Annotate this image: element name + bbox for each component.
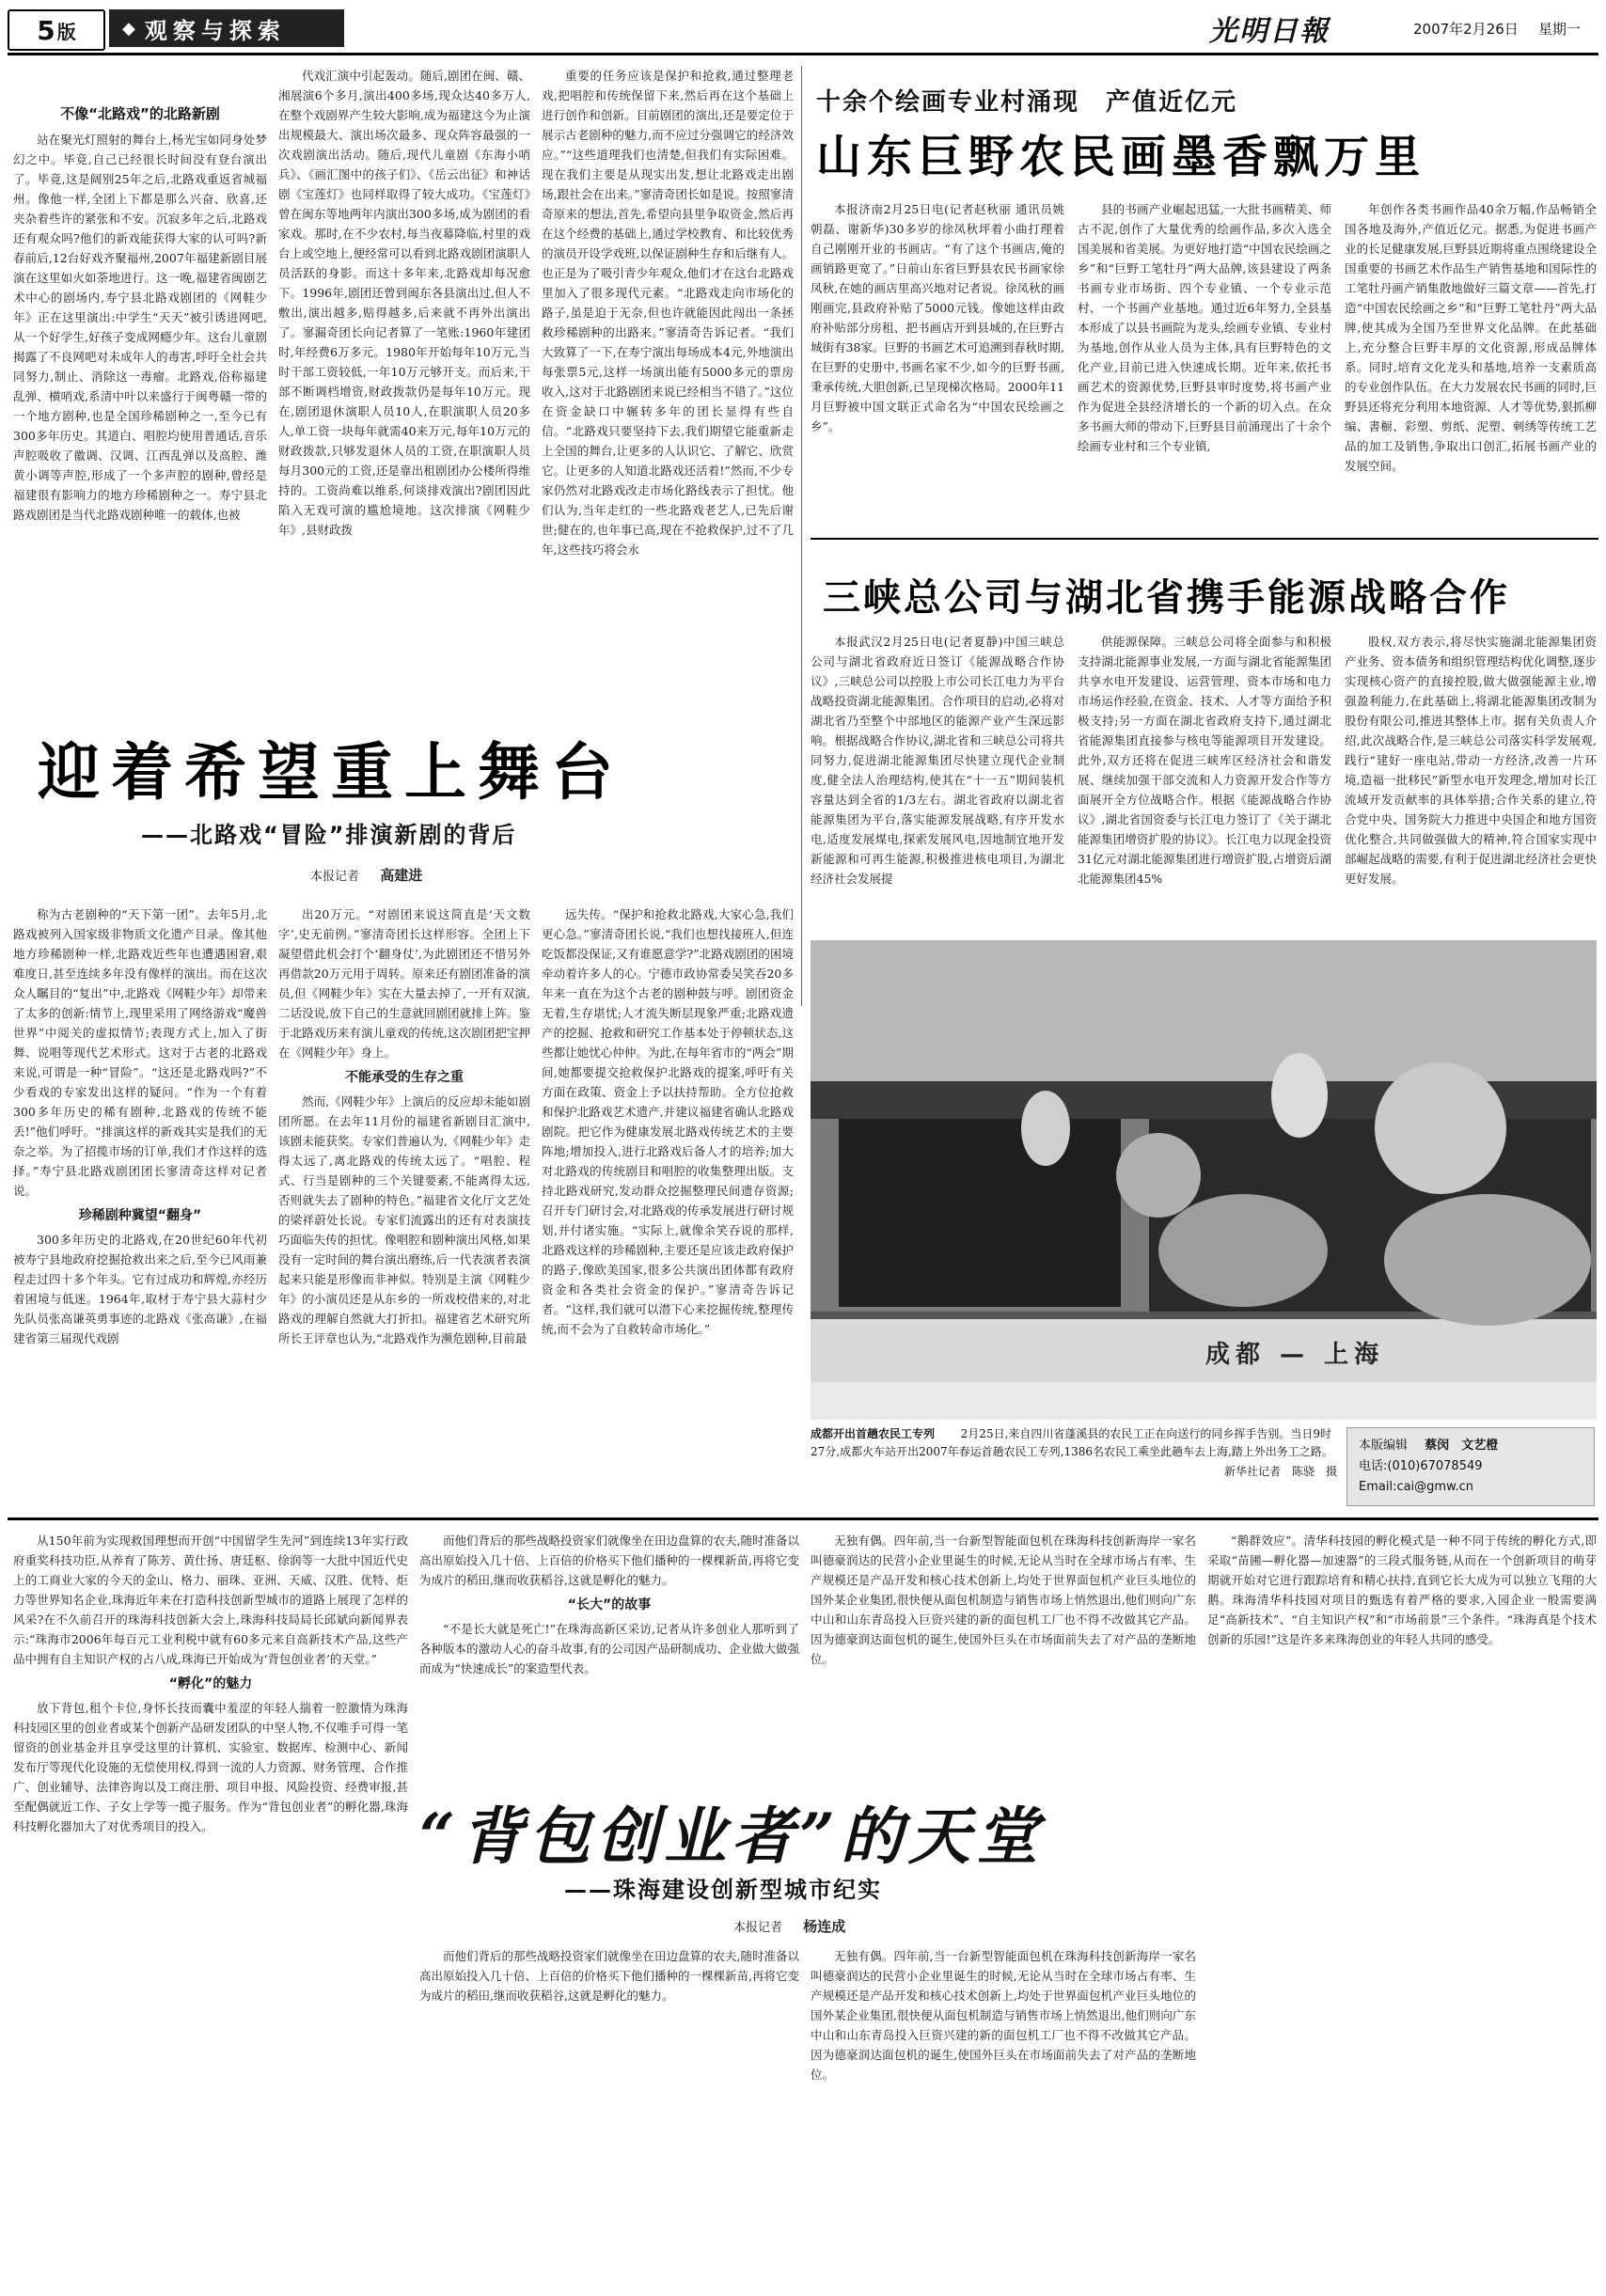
feature2-headline: “背包创业者”的天堂 (419, 1800, 1044, 1873)
beiluxi-top-col-2: 代戏汇演中引起轰动。随后,剧团在闽、赣、湘展演6个多月,演出400多场,现众达40多万人,在整个戏剧界产生较大影响,成为福建这今为止演出规模最大、演出场次最多、现众阵容最强的一次戏剧演出活动。随后,现代儿童剧《东海小哨兵》、《画汇图中的孩子们》、《岳云出征》和神话剧《宝莲灯》也同样取得了较大成功。《宝莲灯》曾在闽东等地两年内演出300多场,成为剧团的看家戏。那时,在不少农村,每当夜幕降临,村里的戏台上或空地上,便经常可以看到北路戏剧团演职人员活跃的身影。而这十多年来,北路戏却每况愈下。1996年,剧团还曾到闽东各县演出过,但人不敷出,演出越多,赔得越多,后来就不再外出演出了。寥漏奇团长向记者算了一笔账:1960年建团时,年经费6万多元。1980年开始每年10万元,当时干部工资较低,一年10万元够开支。而后来,干部不断调档增资,财政拨款仍是每年10万元。现在,剧团退休演职人员10人,在职演职人员20多人,单工资一块每年就需40来万元,每年10万元的财政拨款,只够发退休人员的工资,在职演职人员每月300元的工资,还是靠出租剧团办公楼所得维持的。工资尚难以维系,何谈排戏演出?剧团因此陷入无戏可演的尴尬境地。这次排演《网鞋少年》,县财政拨 (278, 69, 530, 537)
feature1-headline: 迎着希望重上舞台 (38, 735, 624, 809)
issue-date: 2007年2月26日 (1413, 21, 1519, 38)
photo-caption (811, 1425, 1337, 1481)
feature1-col-3: 远失传。“保护和抢救北路戏,大家心急,我们更心急。”寥清奇团长说,“我们也想找接班人,但连吃饭都没保证,又有谁愿意学?”北路戏剧团的困境牵动着许多人的心。宁德市政协常委吴笑吞20多年来一直在为这个古老的剧种鼓与呼。剧团资金无着,生存堪忧;人才流失断层现象严重;北路戏遗产的挖掘、抢救和研究工作基本处于停顿状态,这些都让她忧心仲仲。为此,在每年省市的“两会”期间,她都要提交抢救保护北路戏的提案,呼吁有关方面在政策、资金上予以扶持帮助。全方位抢救和保护北路戏艺术遗产,并建议福建省确认北路戏剧院。把它作为健康发展北路戏传统艺术的主要阵地;增加投入,进行北路戏后备人才的培养;加大对北路戏的传统剧目和唱腔的收集整理出版。支持北路戏研究,发动群众挖掘整理民间遗存资源;召开专门研讨会,对北路戏的传承发展进行研讨规划,并付诸实施。“实际上,就像余笑吞说的那样,北路戏这样的珍稀剧种,主要还是应该走政府保护的路子,像欧美国家,很多公共演出团体都有政府资金和各类社会资金的保护。”寥清奇告诉记者。“这样,我们就可以潜下心来挖掘传统,整理传统,而不会为了自救转命市场化。” (542, 907, 794, 1336)
feature2-col-1b-text: 放下背包,租个卡位,身怀长技而囊中羞涩的年轻人揣着一腔激情为珠海科技园区里的创业者或某个创新产品研发团队的中坚人物,不仅唯手可得一笔留资的创业基金并且享受这里的计算机、实验室、数据库、检测中心、新闻发布厅等现代化设施的无偿使用权,得到一流的人力资源、财务管理、合作推广、创业辅导、法律咨询以及工商注册、项目申报、风险投资、经费审报,甚至配偶就近工作、子女上学等一揽子服务。作为“背包创业者”的孵化器,珠海科技孵化器加大了对优秀项目的投入。 (13, 1701, 408, 1833)
editor-box (1346, 1427, 1595, 1506)
page-suffix: 版 (56, 20, 76, 43)
section-title: 观察与探索 (144, 17, 286, 44)
shandong-col-1: 本报济南2月25日电(记者赵秋丽 通讯员姚朝磊、谢新华)30多岁的徐凤秋坪着小曲打理着自己刚刚开业的书画店。“有了这个书画店,俺的画销路更宽了。”日前山东省巨野县农民书画家徐凤秋,在她的画店里高兴地对记者说。徐凤秋的画刚画完,县政府补贴了5000元钱。像她这样由政府补贴部分房租、把书画店开到县城的,在巨野古城街有38家。巨野的书画艺术可追溯到春秋时期,在巨野的史册中,书画名家不少,如今的巨野书画,秉承传统,大胆创新,已呈现梯次格局。2000年11月巨野被中国文联正式命名为“中国农民绘画之乡”。 (811, 202, 1064, 433)
paper-name: 光明日報 (1209, 15, 1330, 48)
feature1-col-1-text: 称为古老剧种的“天下第一团”。去年5月,北路戏被列入国家级非物质文化遗产目录。像其他地方珍稀剧种一样,北路戏近些年也遭遇困窘,艰难度日,甚至连续多年没有像样的演出。而在这次众人瞩目的“复出”中,北路戏《网鞋少年》却带来了太多的创新:情节上,现里采用了网络游戏“魔兽世界”中阅关的虚拟情节;表现方式上,加入了街舞、说唱等现代艺术形式。这对于古老的北路戏来说,可谓是一种“冒险”。“这还是北路戏吗?”不少看戏的专家发出这样的疑问。“作为一个有着300多年历史的稀有剧种,北路戏的传统不能丢!”他们呼吁。“排演这样的新戏其实是我们的无奈之举。为了招揽市场的订单,我们才作这样的选择。”寿宁县北路戏剧团团长寥清奇这样对记者说。 (13, 907, 267, 1198)
feature2-lower-col-3: 无独有偶。四年前,当一台新型智能面包机在珠海科技创新海岸一家名叫德豪润达的民营小企业里诞生的时候,无论从当时在全球市场占有率、生产规模还是产品开发和核心技术创新上,均处于世界面包机产业巨头地位的国外某企业集团,很快便从面包机制造与销售市场上悄然退出,他们则向广东中山和山东青岛投入巨资兴建的新的面包机工厂也不得不改做其它产品。因为德豪润达面包机的诞生,使国外巨头在市场面前失去了对产品的垄断地位。 (811, 1949, 1196, 2082)
feature2-byline-role: 本报记者 (733, 1921, 783, 1935)
page-number-box (8, 9, 105, 51)
feature1-sub-2: 不能承受的生存之重 (345, 1070, 464, 1085)
shandong-bottom-rule (811, 538, 1598, 540)
editor-label: 本版编辑 (1359, 1439, 1409, 1453)
editor-email: Email:cai@gmw.cn (1359, 1480, 1474, 1494)
feature2-col-2 (419, 1531, 799, 1780)
lower-section-rule (8, 1518, 1598, 1520)
feature2-sub-2: “长大”的故事 (567, 1597, 652, 1612)
feature2-col-3: 无独有偶。四年前,当一台新型智能面包机在珠海科技创新海岸一家名叫德豪润达的民营小企业里诞生的时候,无论从当时在全球市场占有率、生产规模还是产品开发和核心技术创新上,均处于世界面包机产业巨头地位的国外某企业集团,很快便从面包机制造与销售市场上悄然退出,他们则向广东中山和山东青岛投入巨资兴建的新的面包机工厂也不得不改做其它产品。因为德豪润达面包机的诞生,使国外巨头在市场面前失去了对产品的垄断地位。 (811, 1533, 1196, 1666)
feature1-byline (310, 865, 422, 885)
sanxia-headline: 三峡总公司与湖北省携手能源战略合作 (823, 575, 1510, 620)
feature2-byline (733, 1916, 845, 1936)
diamond-icon: ◆ (122, 18, 135, 39)
feature2-col-2b-text: “不是长大就是死亡!”在珠海高新区采访,记者从许多创业人那听到了各种版本的激动人心的奋斗故事,有的公司因产品研制成功、企业做大做强而成为“快速成长”的案造型代表。 (419, 1622, 799, 1675)
feature2-col-1 (13, 1531, 408, 2288)
train-photo-illustration (811, 940, 1597, 1420)
photo-caption-credit: 新华社记者 陈骁 摄 (1223, 1465, 1337, 1478)
shandong-col-3: 年创作各类书画作品40余万幅,作品畅销全国各地及海外,产值近亿元。据悉,为促进书画产业的长足健康发展,巨野县近期将重点围绕建设全国重要的书画艺术作品生产销售基地和国际性的工笔牡丹画产销集散地做好三篇文章——首先,打造“中国农民绘画之乡”和“巨野工笔牡丹”两大品牌,使其成为全国乃至世界文化品牌。在此基础上,充分整合巨野丰厚的文化资源,形成品牌体系。同时,培育文化龙头和基地,培养一支素质高的专业创作队伍。在大力发展农民书画的同时,巨野县还将充分利用本地资源、人才等优势,狠抓柳编、書橱、彩塑、剪纸、泥塑、刺绣等传统工艺品的加工及销售,争取出口创汇,拓展书画产业的发展空间。 (1345, 202, 1597, 473)
issue-weekday: 星期一 (1538, 21, 1582, 38)
masthead-rule (8, 53, 1598, 55)
feature1-col-2 (278, 904, 530, 1459)
train-sign: 成都 — 上海 (1205, 1341, 1385, 1369)
feature1-col-2b-text: 然而,《网鞋少年》上演后的反应却未能如剧团所愿。在去年11月份的福建省新剧目汇演中,该剧未能获奖。专家们普遍认为,《网鞋少年》走得太远了,离北路戏的传统太远了。“唱腔、程式、行当是剧种的三个关键要素,不能离得太远,否则就失去了剧种的特色。”福建省文化厅文艺处的梁祥蔚处长说。专家们流露出的还有对表演技巧面临失传的担忧。像唱腔和剧种演出风格,如果没有一定时间的舞台演出磨练,后一代表演者表演起来只能是形像而非神似。特别是主演《网鞋少年》的小演员还是从东乡的一所戏校借来的,对北路戏的理解自然就大打折扣。福建省艺术研究所所长王评章也认为,“北路戏作为濒危剧种,目前最 (278, 1094, 530, 1345)
feature1-col-1b-text: 300多年历史的北路戏,在20世纪60年代初被寿宁县地政府挖掘抢救出来之后,至今已风雨兼程走过四十多个年头。它有过成功和辉煌,亦经历着困境与低迷。1964年,取材于寿宁县大蒜村少先队员张高谦英勇事迹的北路戏《张高谦》,在福建省第三届现代戏剧 (13, 1233, 267, 1345)
sanxia-col-2: 供能源保障。三峡总公司将全面参与和积极支持湖北能源事业发展,一方面与湖北省能源集团共享水电开发建设、运营管理、资本市场和电力市场运作经验,在资金、技术、人才等方面给予积极支持;另一方面在湖北省政府支持下,通过湖北省能源集团直接参与核电等能源项目开发建设。此外,双方还将在促进三峡库区经济社会和谐发展、继续加强干部交流和人力资源开发合作等方面展开全方位战略合作。根据《能源战略合作协议》,湖北省国资委与长江电力签订了《关于湖北能源集团增资扩股的协议》。长江电力以现金投资31亿元对湖北能源集团进行增资扩股,占增资后湖北能源集团45% (1078, 635, 1331, 886)
feature1-byline-role: 本报记者 (310, 870, 360, 884)
feature2-lower-col-2: 而他们背后的那些战略投资家们就像坐在田边盘算的农夫,随时准备以高出原始投入几十倍、上百倍的价格买下他们播种的一棵棵新苗,再将它变为成片的稻田,继而收获稻谷,这就是孵化的魅力。 (419, 1949, 799, 2003)
feature2-col-2-text: 而他们背后的那些战略投资家们就像坐在田边盘算的农夫,随时准备以高出原始投入几十倍、上百倍的价格买下他们播种的一棵棵新苗,再将它变为成片的稻田,继而收获稻谷,这就是孵化的魅力。 (419, 1533, 799, 1587)
shandong-col-2: 县的书画产业崛起迅猛,一大批书画精美、师古不泥,创作了大量优秀的绘画作品,多次入选全国美展和省美展。为更好地打造“中国农民绘画之乡”和“巨野工笔牡丹”两大品牌,该县建设了两条书画专业市场街、四个专业镇、一个专业示范村、一个书画产业基地。通过近6年努力,全县基本形成了以县书画院为龙头,绘画专业镇、专业村为基地,创作从业人员为主体,具有巨野特色的文化产业,目前已进入快速成长期。近年来,依托书画艺术的资源优势,巨野县审时度势,将书画产业作为促进全县经济增长的一个新的切入点。在众多书画大师的带动下,巨野县目前涌现出了十余个绘画专业村和三个专业镇, (1078, 202, 1331, 453)
editor-names: 蔡闵 文艺橙 (1425, 1439, 1499, 1453)
sanxia-col-3: 股权,双方表示,将尽快实施湖北能源集团资产业务、资本债务和组织管理结构优化调整,逐步实现核心资产的直接控股,做大做强能源主业,增强盈利能力,在此基础上,将湖北能源集团改制为股份有限公司,推进其整体上市。据有关负责人介绍,此次战略合作,是三峡总公司落实科学发展观,践行“建好一座电站,带动一方经济,改善一片环境,造福一批移民”新型水电开发理念,增加对长江流域开发贡献率的具体举措;合作关系的建立,符合党中央、国务院大力推进中央国企和地方国资优化整合,共同做强做大的精神,符合国家实现中部崛起战略的需要,有利于促进湖北经济社会更快更好发展。 (1345, 635, 1597, 886)
feature2-byline-name: 杨连成 (803, 1918, 846, 1935)
masthead (8, 8, 1598, 51)
feature1-byline-name: 高建进 (380, 867, 423, 884)
editor-phone: 电话:(010)67078549 (1359, 1459, 1483, 1473)
beiluxi-top-col-1: 站在聚光灯照射的舞台上,杨光宝如同身处梦幻之中。毕竟,自己已经很长时间没有登台演出了。毕竟,这是阔别25年之后,北路戏重返省城福州。像他一样,全团上下都是那么兴奋、欣喜,还夹杂着些许的紧张和不安。沉寂多年之后,北路戏还有观众吗?他们的新戏能获得大家的认可吗?新春前后,12台好戏齐聚福州,2007年福建新剧目展演在这里如火如荼地进行。这一晚,福建省闽剧艺术中心的剧场内,寿宁县北路戏剧团的《网鞋少年》正在这里演出:中学生“天天”被引诱进网吧,从一个好学生,好孩子变成网瘾少年。这台儿童剧揭露了不良网吧对未成年人的毒害,呼吁全社会共同努力,制止、消除这一毒瘤。北路戏,俗称福建乱弹、横哨戏,系清中叶以来盛行于闽粤赣一带的一个地方剧种,也是全国珍稀剧种之一,至今已有300多年历史。其道白、唱腔均使用普通话,音乐声腔吸收了徽调、汉调、江西乱弹以及高腔、潍黄小调等声腔,形成了一个多声腔的剧种,曾经是福建很有影响力的地方珍稀剧种之一。寿宁县北路戏剧团是当代北路戏剧种唯一的载体,也被 (13, 133, 267, 522)
vertical-divider (801, 66, 802, 1006)
feature1-col-2-text: 出20万元。“对剧团来说这简直是‘天文数字’,史无前例。”寥清奇团长这样形容。全团上下凝望借此机会打个‘翻身仗’,为此剧团还不惜另外再借款20万元用于周转。原来还有剧团准备的演员,但《网鞋少年》实在大量去掉了,一开有双演,二话没说,放下自己的生意就回剧团就排上阵。鉴于北路戏历来有演儿童戏的传统,这次剧团把宝押在《网鞋少年》身上。 (278, 907, 530, 1060)
feature1-col-1 (13, 904, 267, 1459)
section-banner (109, 9, 344, 47)
feature2-sub-1: “孵化”的魅力 (168, 1676, 253, 1691)
beiluxi-top-col-3: 重要的任务应该是保护和抢救,通过整理老戏,把唱腔和传统保留下来,然后再在这个基础上进行创作和创新。目前剧团的演出,还是要定位于展示古老剧种的魅力,而不应过分强调它的经济效应。”“这些道理我们也清楚,但我们有实际困难。现在我们主要是从现实出发,想让北路戏走出剧场,跟社会在出来。”寥清奇团长如是说。按照寥清奇原来的想法,首先,希望向县里争取资金,然后再在这个经费的基础上,通过学校教育、和比较优秀的演员开设学戏班,以保证剧种生存和后继有人。也正是为了吸引青少年观众,他们才在这台北路戏里加入了很多现代元素。“北路戏走向市场化的路子,虽是迫于无奈,但也许就能因此闯出一条拯救珍稀剧种的出路来。”寥清奇告诉记者。“我们大致算了一下,在寿宁演出每场成本4元,外地演出每张票5元,这样一场演出能有5000多元的票房收入,这对于北路剧团来说已经相当不错了。”这位在资金缺口中辗转多年的团长显得有些自信。“北路戏只要坚持下去,我们期望它能重新走上全国的舞台,让更多的人认识它、了解它、欣赏它。让更多的人知道北路戏还活着!”然而,不少专家仍然对北路戏改走市场化路线表示了担忧。他们认为,当年走红的一些北路戏老艺人,已先后谢世;健在的,也年事已高,现在不抢救保护,过不了几年,这些技巧将会永 (542, 69, 794, 557)
feature2-subhead: ——珠海建设创新型城市纪实 (564, 1877, 882, 1903)
feature2-col-4: “鹅群效应”。清华科技园的孵化模式是一种不同于传统的孵化方式,即采取“苗圃—孵化器—加速器”的三段式服务链,从而在一个创新项目的萌芽期就开始对它进行跟踪培育和精心扶持,直到它长大成为可以独立飞翔的大鹅。珠海清华科技园对项目的甄选有着严格的要求,入园企业一般需要满足“高新技术”、“自主知识产权”和“市场前景”三个条件。“珠海真是个技术创新的乐园!”这是许多来珠海创业的年轻人共同的感受。 (1207, 1533, 1597, 1646)
train-photo (811, 940, 1597, 1420)
photo-caption-text: 2月25日,来自四川省蓬溪县的农民工正在向送行的同乡挥手告别。当日9时27分,成都火车站开出2007年春运首趟农民工专列,1386名农民工乘坐此趟车去上海,踏上外出务工之路。 (811, 1427, 1333, 1458)
feature2-col-1-text: 从150年前为实现救国理想而开创“中国留学生先河”到连续13年实行政府重奖科技功臣,从养育了陈芳、黄仕扬、唐廷枢、徐润等一大批中国近代史上的工商业大家的今天的金山、格力、丽珠、亚洲、天威、汉胜、优特、炬力等世界知名企业,珠海近年来在打造科技创新型城市的道路上展现了怎样的风采?在不久前召开的珠海科技创新大会上,珠海科技局局长邱斌向新闻界表示:“珠海市2006年每百元工业利税中就有60多元来自高新技术产品,这些产品中拥有自主知识产权的占八成,珠海已开始成为‘背包创业者’的天堂。” (13, 1533, 408, 1666)
shandong-headline: 山东巨野农民画墨香飘万里 (816, 131, 1426, 183)
feature1-subhead: ——北路戏“冒险”排演新剧的背后 (141, 822, 517, 848)
photo-caption-title: 成都开出首趟农民工专列 (811, 1427, 936, 1440)
shandong-kicker: 十余个绘画专业村涌现 产值近亿元 (816, 88, 1238, 117)
feature1-sub-1: 珍稀剧种冀望“翻身” (78, 1208, 202, 1223)
sanxia-col-1: 本报武汉2月25日电(记者夏静)中国三峡总公司与湖北省政府近日签订《能源战略合作协议》,三峡总公司以控股上市公司长江电力为平台战略投资湖北能源集团。合作项目的启动,必将对湖北省乃至整个中部地区的能源产业产生深远影响。根据战略合作协议,湖北省和三峡总公司将共同努力,促进湖北能源集团尽快建立现代企业制度,健全法人治理结构,使其在“十一五”期间装机容量达到全省的1/3左右。湖北省政府以湖北省能源集团为平台,落实能源发展战略,有序开发水电,适度发展煤电,探索发展风电,因地制宜地开发新能源和可再生能源,积极推进核电项目,为湖北经济社会发展提 (811, 635, 1064, 886)
page-number: 5 (37, 14, 55, 46)
beiluxi-col1-title: 不像“北路戏”的北路新剧 (60, 105, 220, 122)
